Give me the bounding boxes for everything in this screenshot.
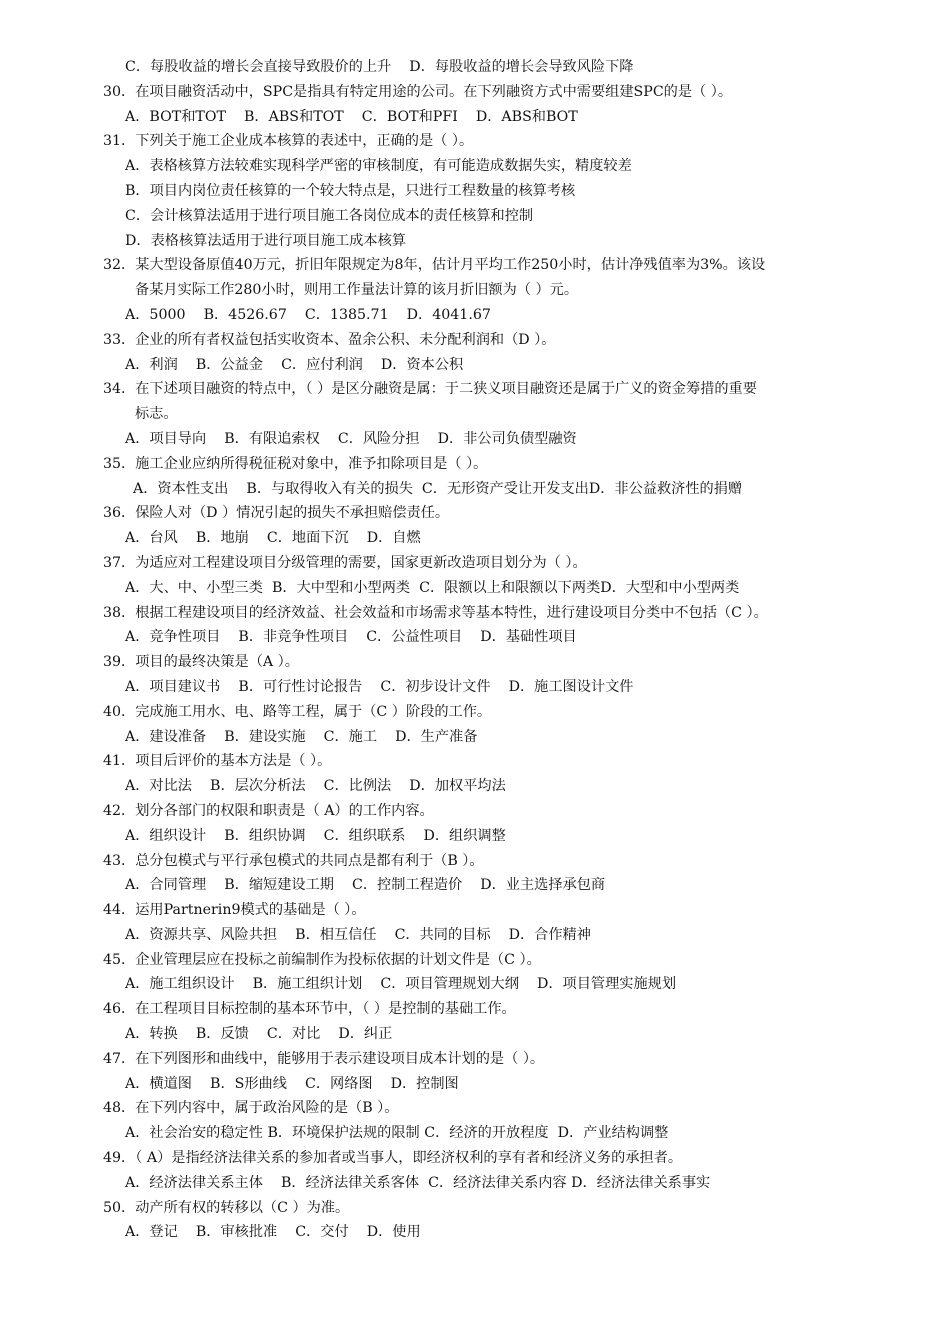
question-text: 40．完成施工用水、电、路等工程，属于（C ）阶段的工作。: [103, 703, 492, 720]
question-text: 42．划分各部门的权限和职责是（ A）的工作内容。: [103, 802, 434, 819]
question-text: 48．在下列内容中，属于政治风险的是（B ）。: [103, 1100, 399, 1117]
question-text: 47．在下列图形和曲线中，能够用于表示建设项目成本计划的是（ ）。: [103, 1050, 545, 1067]
answer-options: A．项目导向 B．有限追索权 C．风险分担 D．非公司负债型融资: [125, 430, 577, 447]
answer-options: A．资源共享、风险共担 B．相互信任 C．共同的目标 D．合作精神: [125, 926, 591, 943]
answer-options: A．建设准备 B．建设实施 C．施工 D．生产准备: [125, 728, 478, 745]
question-text: 43．总分包模式与平行承包模式的共同点是都有利于（B ）。: [103, 852, 484, 869]
answer-options: A．登记 B．审核批准 C．交付 D．使用: [125, 1224, 421, 1241]
answer-options: A．资本性支出 B．与取得收入有关的损失 C．无形资产受让开发支出D．非公益救济性的捐赠: [133, 480, 743, 497]
question-text: 50．动产所有权的转移以（C ）为准。: [103, 1199, 350, 1216]
question-text: 31．下列关于施工企业成本核算的表述中，正确的是（ ）。: [103, 133, 474, 150]
document-page: [0, 55, 950, 1245]
answer-options: A．横道图 B．S形曲线 C．网络图 D．控制图: [125, 1075, 459, 1092]
question-text-continued: 备某月实际工作280小时，则用工作量法计算的该月折旧额为（ ）元。: [135, 282, 579, 299]
answer-options: A．施工组织设计 B．施工组织计划 C．项目管理规划大纲 D．项目管理实施规划: [125, 976, 677, 993]
question-text: 36．保险人对（D ）情况引起的损失不承担赔偿责任。: [103, 505, 450, 522]
answer-options: A．利润 B．公益金 C．应付利润 D．资本公积: [125, 356, 464, 373]
question-text: 45．企业管理层应在投标之前编制作为投标依据的计划文件是（C ）。: [103, 951, 541, 968]
question-text: 44．运用Partnerin9模式的基础是（ ）。: [103, 902, 366, 919]
question-text: 39．项目的最终决策是（A ）。: [103, 654, 299, 671]
question-text: 30．在项目融资活动中，SPC是指具有特定用途的公司。在下列融资方式中需要组建SPC的是（ ）。: [103, 83, 733, 100]
answer-options: A．表格核算方法较难实现科学严密的审核制度，有可能造成数据失实，精度较差: [125, 158, 632, 175]
answer-options: D．表格核算法适用于进行项目施工成本核算: [125, 232, 406, 249]
question-text: 34．在下述项目融资的特点中，（ ）是区分融资是属：于二狭义项目融资还是属于广义的资金筹措的重要: [103, 381, 757, 398]
answer-options: A．组织设计 B．组织协调 C．组织联系 D．组织调整: [125, 827, 506, 844]
answer-options: A．经济法律关系主体 B．经济法律关系客体 C．经济法律关系内容 D．经济法律关系事实: [125, 1174, 711, 1191]
answer-options: A．台风 B．地崩 C．地面下沉 D．自燃: [125, 530, 421, 547]
question-text: 32．某大型设备原值40万元，折旧年限规定为8年，估计月平均工作250小时，估计净残值率为3%。该设: [103, 257, 766, 274]
answer-options: A．项目建议书 B．可行性讨论报告 C．初步设计文件 D．施工图设计文件: [125, 678, 634, 695]
question-text: 46．在工程项目目标控制的基本环节中，（ ）是控制的基础工作。: [103, 1001, 516, 1018]
answer-options: A．合同管理 B．缩短建设工期 C．控制工程造价 D．业主选择承包商: [125, 877, 606, 894]
question-text-continued: 标志。: [135, 406, 178, 423]
question-text: 33．企业的所有者权益包括实收资本、盈余公积、未分配利润和（D ）。: [103, 331, 556, 348]
question-text: 35．施工企业应纳所得税征税对象中，准予扣除项目是（ ）。: [103, 455, 488, 472]
answer-options: A．竞争性项目 B．非竞争性项目 C．公益性项目 D．基础性项目: [125, 629, 577, 646]
answer-options: A．5000 B．4526.67 C．1385.71 D．4041.67: [125, 306, 491, 323]
answer-options: A．大、中、小型三类 B．大中型和小型两类 C．限额以上和限额以下两类D．大型和中小型两类: [125, 579, 740, 596]
answer-options: A．社会治安的稳定性 B．环境保护法规的限制 C．经济的开放程度 D．产业结构调整: [125, 1125, 669, 1142]
answer-options: A．BOT和TOT B．ABS和TOT C．BOT和PFI D．ABS和BOT: [125, 108, 578, 125]
answer-options: B．项目内岗位责任核算的一个较大特点是，只进行工程数量的核算考核: [125, 182, 576, 199]
answer-options: C．会计核算法适用于进行项目施工各岗位成本的责任核算和控制: [125, 207, 534, 224]
question-text: 49．（ A）是指经济法律关系的参加者或当事人，即经济权利的享有者和经济义务的承担者。: [103, 1150, 683, 1167]
answer-options: A．转换 B．反馈 C．对比 D．纠正: [125, 1026, 393, 1043]
question-text: 38．根据工程建设项目的经济效益、社会效益和市场需求等基本特性，进行建设项目分类中不包括（C ）。: [103, 604, 768, 621]
question-text: 37．为适应对工程建设项目分级管理的需要，国家更新改造项目划分为（ ）。: [103, 554, 587, 571]
question-text: 41．项目后评价的基本方法是（ ）。: [103, 753, 332, 770]
answer-options: A．对比法 B．层次分析法 C．比例法 D．加权平均法: [125, 778, 506, 795]
answer-options: C．每股收益的增长会直接导致股价的上升 D．每股收益的增长会导致风险下降: [125, 59, 634, 75]
